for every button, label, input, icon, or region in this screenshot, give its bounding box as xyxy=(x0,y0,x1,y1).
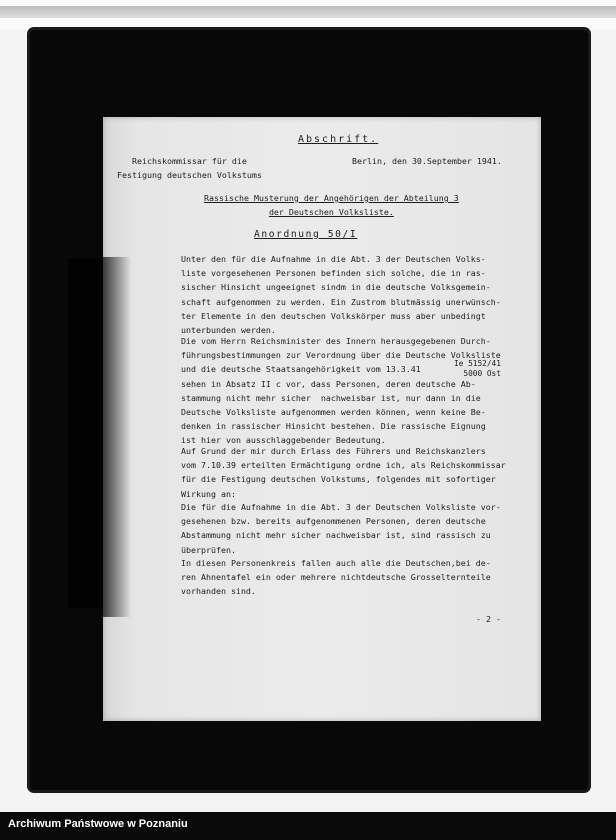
paragraph-3: Auf Grund der mir durch Erlass des Führers und Reichskanzlers vom 7.10.39 erteilten Ermächtigung ordne ich, als Reichskommissar für die Festigung deutschen Volkstums, folgendes mit sofortiger Wirkung an: xyxy=(181,446,506,499)
scan-strip xyxy=(0,6,616,18)
page-shadow xyxy=(103,257,131,617)
paragraph-1: Unter den für die Aufnahme in die Abt. 3 der Deutschen Volks- liste vorgesehenen Personen befinden sich solche, die in ras- sischer Hinsicht ungeeignet sindm in die deutsche Volksgemein- schaft aufgenommen zu werden. Ein Zustrom blutmässig unerwünsch- ter Elemente in den deutschen Volkskörper muss aber unbedingt unterbunden werden. xyxy=(181,254,501,336)
paragraph-2: Die vom Herrn Reichsminister des Innern herausgegebenen Durch- führungsbestimmungen zur Verordnung über die Deutsche Volksliste und die deutsche Staatsangehörigkeit vom 13.3.41 sehen in Absatz II c vor, dass Personen, deren deutsche Ab- stammung nicht mehr sicher nachweisbar ist, nur dann in die Deutsche Volksliste aufgenommen werden können, wenn keine Be- denken in rassischer Hinsicht bestehen. Die rassische Eignung ist hier von ausschlaggebender Bedeutung. xyxy=(181,336,501,446)
archive-name: Archiwum Państwowe w Poznaniu xyxy=(8,818,188,830)
scan-top-margin xyxy=(0,0,616,30)
footer-bar xyxy=(0,812,616,840)
paragraph-4: Die für die Aufnahme in die Abt. 3 der Deutschen Volksliste vor- gesehenen bzw. bereits aufgenommenen Personen, deren deutsche Abstammung nicht mehr sicher nachweisbar ist, sind rassisch zu überprüfen. xyxy=(181,502,501,555)
date-line: Berlin, den 30.September 1941. xyxy=(352,156,502,166)
reference-annotation: Ie 5152/41 5000 Ost xyxy=(454,359,501,378)
paragraph-5: In diesen Personenkreis fallen auch alle die Deutschen,bei de- ren Ahnentafel ein oder mehrere nichtdeutsche Grosselternteile vorhanden sind. xyxy=(181,558,491,597)
issuer-header: Reichskommissar für die Festigung deutschen Volkstums xyxy=(117,156,262,181)
page-number: - 2 - xyxy=(476,614,501,624)
document-title: Abschrift. xyxy=(298,134,379,145)
subject-line: Rassische Musterung der Angehörigen der Abteilung 3 der Deutschen Volksliste. xyxy=(204,193,459,218)
order-title: Anordnung 50/I xyxy=(254,229,358,240)
